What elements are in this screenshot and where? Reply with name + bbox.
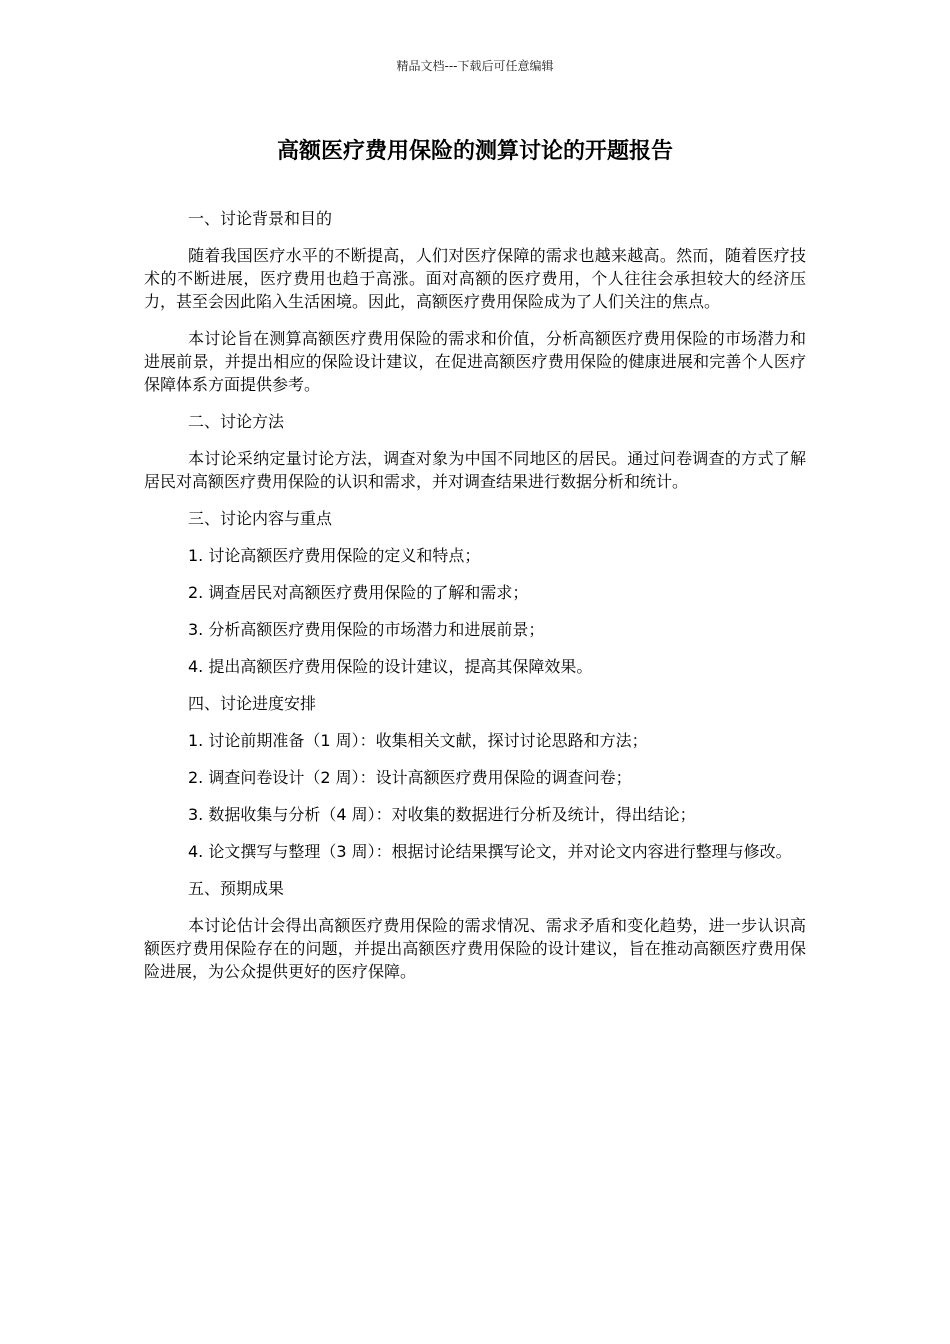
paragraph-purpose: 本讨论旨在测算高额医疗费用保险的需求和价值，分析高额医疗费用保险的市场潜力和进展前景，并提出相应的保险设计建议，在促进高额医疗费用保险的健康进展和完善个人医疗保障体系方面提供参考。 — [144, 329, 806, 394]
list-item-schedule-1: 1. 讨论前期准备（1 周）：收集相关文献，探讨讨论思路和方法； — [188, 731, 648, 750]
header-note: 精品文档---下载后可任意编辑 — [396, 59, 554, 73]
list-item-schedule-2: 2. 调查问卷设计（2 周）：设计高额医疗费用保险的调查问卷； — [188, 768, 632, 787]
section-heading-background: 一、讨论背景和目的 — [188, 209, 333, 228]
document-title: 高额医疗费用保险的测算讨论的开题报告 — [276, 139, 673, 164]
list-item-content-1: 1. 讨论高额医疗费用保险的定义和特点； — [188, 546, 481, 565]
paragraph-method: 本讨论采纳定量讨论方法，调查对象为中国不同地区的居民。通过问卷调查的方式了解居民对高额医疗费用保险的认识和需求，并对调查结果进行数据分析和统计。 — [144, 449, 806, 491]
paragraph-background: 随着我国医疗水平的不断提高，人们对医疗保障的需求也越来越高。然而，随着医疗技术的不断进展，医疗费用也趋于高涨。面对高额的医疗费用，个人往往会承担较大的经济压力，甚至会因此陷入生活困境。因此，高额医疗费用保险成为了人们关注的焦点。 — [144, 246, 806, 311]
document-body — [144, 207, 806, 997]
section-heading-method: 二、讨论方法 — [188, 412, 285, 431]
list-item-content-3: 3. 分析高额医疗费用保险的市场潜力和进展前景； — [188, 620, 545, 639]
list-item-content-2: 2. 调查居民对高额医疗费用保险的了解和需求； — [188, 583, 529, 602]
section-heading-content: 三、讨论内容与重点 — [188, 509, 333, 528]
list-item-schedule-4: 4. 论文撰写与整理（3 周）：根据讨论结果撰写论文，并对论文内容进行整理与修改。 — [188, 842, 792, 861]
section-heading-schedule: 四、讨论进度安排 — [188, 694, 317, 713]
list-item-content-4: 4. 提出高额医疗费用保险的设计建议，提高其保障效果。 — [188, 657, 593, 676]
section-heading-outcomes: 五、预期成果 — [188, 879, 285, 898]
paragraph-outcomes: 本讨论估计会得出高额医疗费用保险的需求情况、需求矛盾和变化趋势，进一步认识高额医疗费用保险存在的问题，并提出高额医疗费用保险的设计建议，旨在推动高额医疗费用保险进展，为公众提供更好的医疗保障。 — [144, 916, 806, 981]
list-item-schedule-3: 3. 数据收集与分析（4 周）：对收集的数据进行分析及统计，得出结论； — [188, 805, 696, 824]
